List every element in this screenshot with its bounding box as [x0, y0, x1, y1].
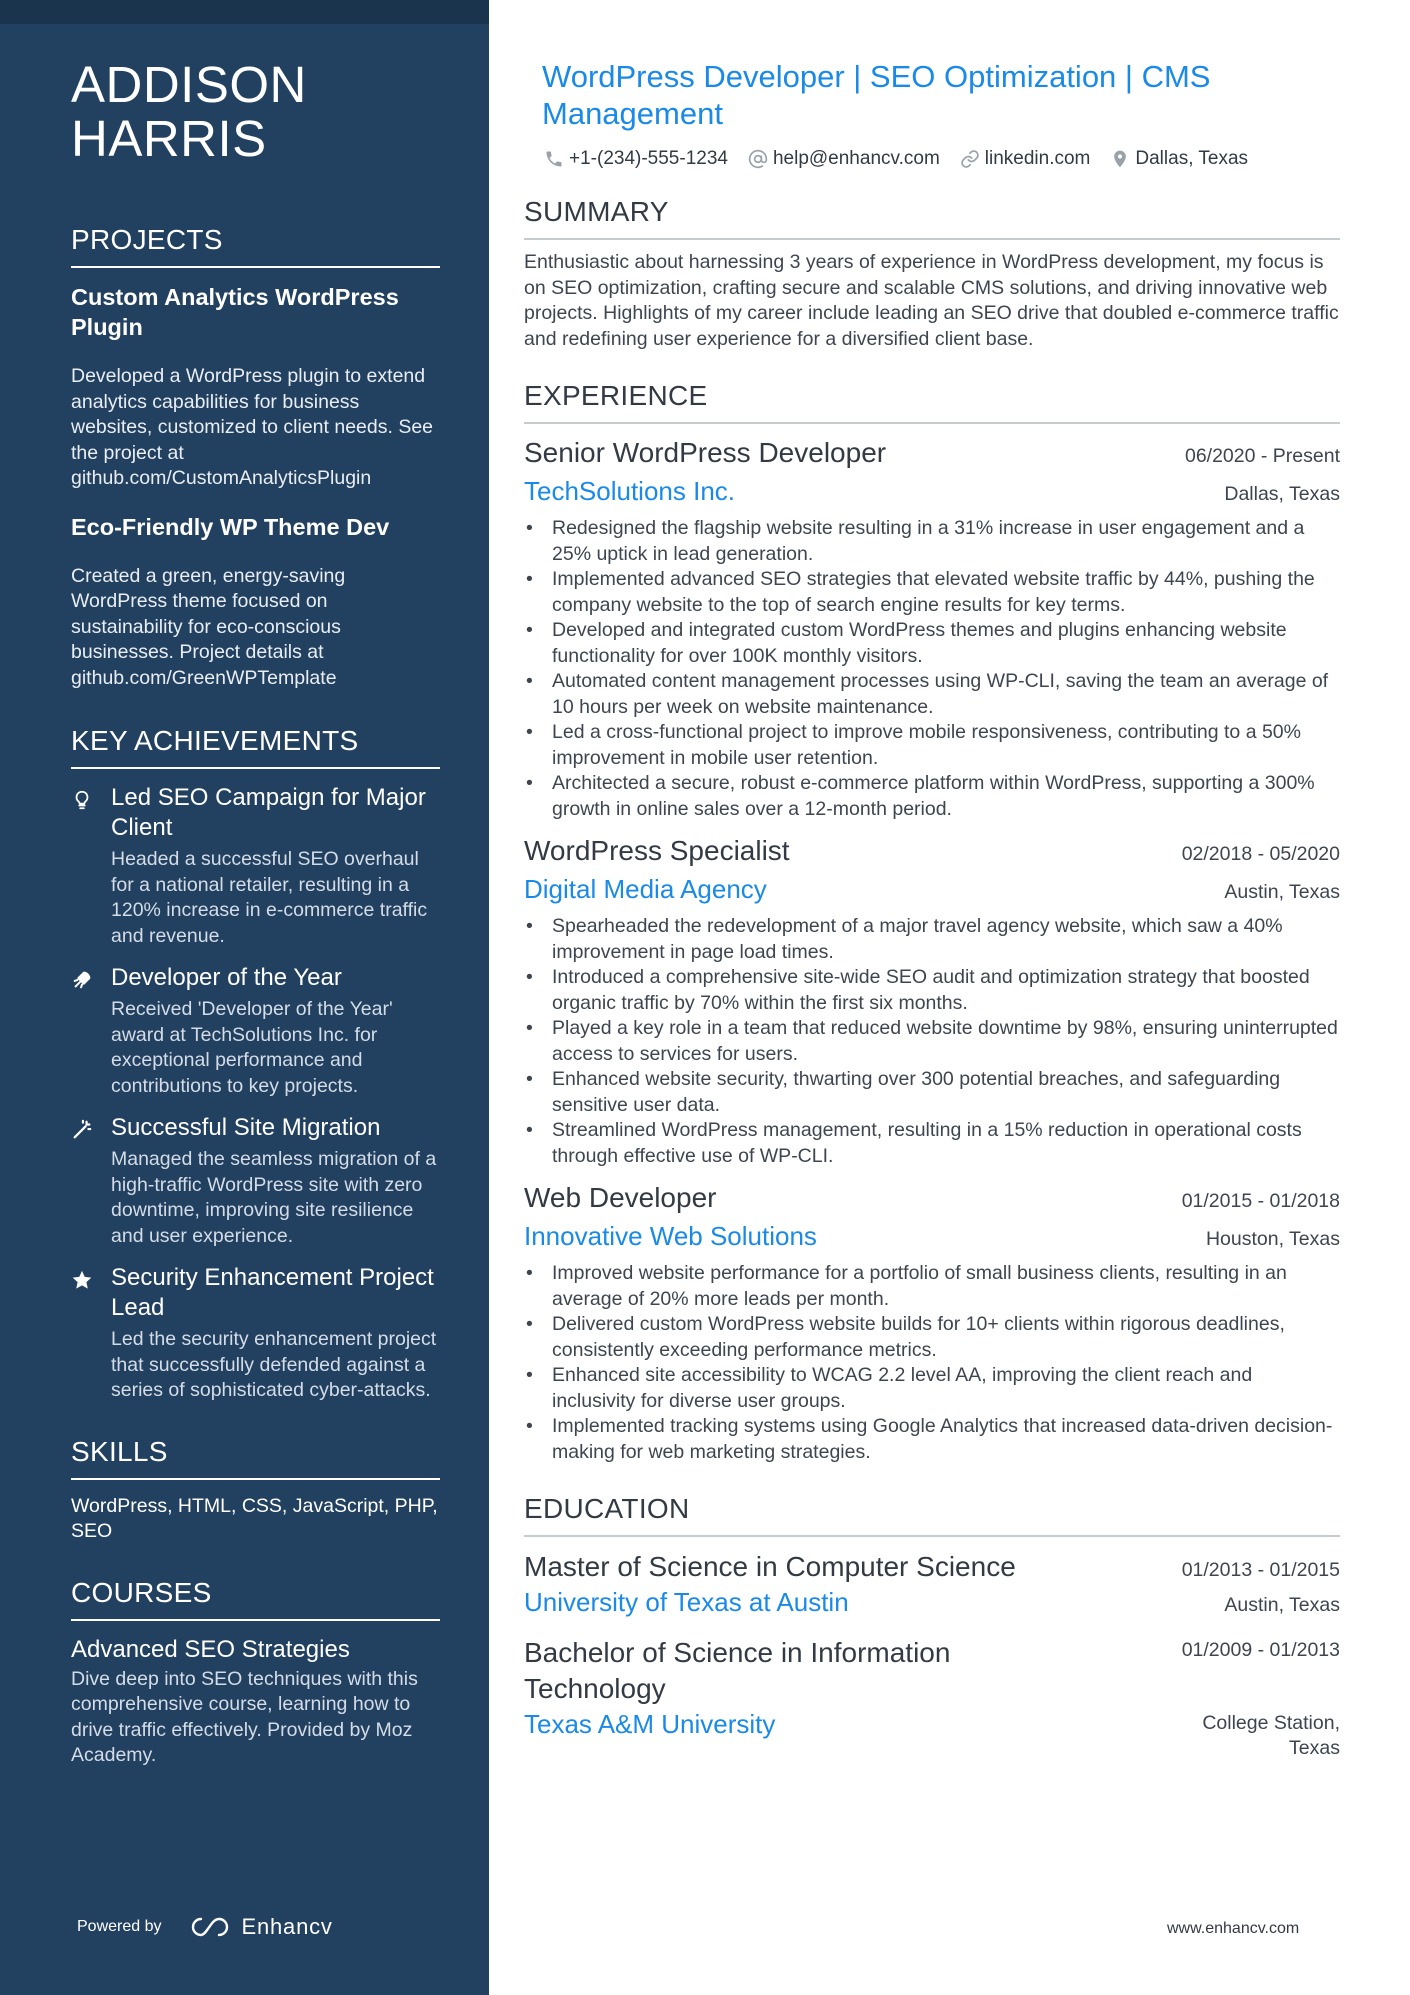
- company-name: TechSolutions Inc.: [524, 476, 736, 506]
- list-item: • Played a key role in a team that reduced website downtime by 98%, ensuring uninterrupted access to services for users.: [524, 1016, 1340, 1067]
- degree-title: Master of Science in Computer Science: [524, 1551, 1016, 1582]
- list-item: • Architected a secure, robust e-commerce platform within WordPress, supporting a 300% growth in online sales over a 12-month period.: [524, 771, 1340, 822]
- summary-heading: SUMMARY: [524, 196, 1340, 240]
- list-item: • Implemented tracking systems using Google Analytics that increased data-driven decision-making for web marketing strategies.: [524, 1414, 1340, 1465]
- course-description: Dive deep into SEO techniques with this comprehensive course, learning how to drive traffic effectively. Provided by Moz Academy.: [71, 1667, 418, 1766]
- achievement-title: Developer of the Year: [111, 964, 342, 991]
- project-item: [71, 512, 440, 692]
- magic-wand-icon: [71, 1113, 111, 1249]
- course-title: Advanced SEO Strategies: [71, 1635, 350, 1663]
- enhancv-logo-icon: [188, 1914, 232, 1940]
- list-item: • Implemented advanced SEO strategies that elevated website traffic by 44%, pushing the company website to the top of search engine results for key terms.: [524, 567, 1340, 618]
- achievements-heading: KEY ACHIEVEMENTS: [71, 725, 440, 769]
- experience-section: [524, 380, 1340, 1465]
- job-title: WordPress Specialist: [524, 835, 790, 866]
- contact-bar: [524, 148, 1340, 170]
- sidebar-content: [71, 58, 440, 1769]
- star-icon: [71, 1263, 111, 1404]
- job-dates: 02/2018 - 05/2020: [1181, 843, 1340, 865]
- at-sign-icon: [748, 149, 768, 169]
- list-item: • Redesigned the flagship website resulting in a 31% increase in user engagement and a 25% uptick in lead generation.: [524, 516, 1340, 567]
- achievement-title: Successful Site Migration: [111, 1114, 381, 1141]
- job-entry: [524, 436, 1340, 822]
- linkedin-url: linkedin.com: [984, 148, 1091, 169]
- location-text: Dallas, Texas: [1135, 148, 1249, 169]
- school-name: Texas A&M University: [524, 1709, 776, 1739]
- candidate-name: [71, 58, 440, 166]
- company-name: Digital Media Agency: [524, 874, 767, 904]
- job-title: Web Developer: [524, 1182, 717, 1213]
- list-item: • Automated content management processes using WP-CLI, saving the team an average of 10 hours per week on website maintenance.: [524, 669, 1340, 720]
- headline: WordPress Developer | SEO Optimization | CMS Management: [542, 59, 1211, 131]
- phone-number: +1-(234)-555-1234: [569, 148, 728, 169]
- brand-name: Enhancv: [241, 1914, 333, 1939]
- skills-list: WordPress, HTML, CSS, JavaScript, PHP, SEO: [71, 1494, 438, 1542]
- link-icon: [960, 149, 980, 169]
- job-location: Houston, Texas: [1205, 1228, 1340, 1250]
- projects-heading: PROJECTS: [71, 224, 440, 268]
- experience-heading: EXPERIENCE: [524, 380, 1340, 424]
- job-dates: 06/2020 - Present: [1184, 445, 1340, 467]
- location-pin-icon: [1110, 149, 1130, 169]
- project-item: [71, 282, 440, 492]
- achievement-description: Received 'Developer of the Year' award at TechSolutions Inc. for exceptional performance and contributions to key projects.: [111, 998, 393, 1097]
- list-item: • Streamlined WordPress management, resulting in a 15% reduction in operational costs through effective use of WP-CLI.: [524, 1118, 1340, 1169]
- job-title: Senior WordPress Developer: [524, 437, 887, 468]
- skills-heading: SKILLS: [71, 1436, 440, 1480]
- main-content: [524, 58, 1340, 1761]
- education-section: [524, 1493, 1340, 1761]
- job-entry: [524, 834, 1340, 1169]
- achievement-description: Managed the seamless migration of a high-traffic WordPress site with zero downtime, improving site resilience and user experience.: [111, 1148, 437, 1247]
- list-item: • Delivered custom WordPress website builds for 10+ clients within rigorous deadlines, consistently exceeding performance metrics.: [524, 1312, 1340, 1363]
- job-location: Dallas, Texas: [1224, 483, 1340, 505]
- education-heading: EDUCATION: [524, 1493, 1340, 1537]
- school-name: University of Texas at Austin: [524, 1587, 849, 1617]
- achievement-item: [71, 783, 440, 949]
- sidebar: [0, 0, 489, 1995]
- name-line-1: ADDISON: [71, 56, 307, 113]
- contact-email: [748, 148, 940, 170]
- degree-title: Bachelor of Science in Information Technology: [524, 1637, 951, 1704]
- name-line-2: HARRIS: [71, 110, 267, 167]
- list-item: • Enhanced site accessibility to WCAG 2.2 level AA, improving the client reach and inclusivity for diverse user groups.: [524, 1363, 1340, 1414]
- powered-by: [77, 1914, 333, 1940]
- list-item: • Developed and integrated custom WordPress themes and plugins enhancing website functionality for over 100K monthly visitors.: [524, 618, 1340, 669]
- courses-heading: COURSES: [71, 1577, 440, 1621]
- achievement-item: [71, 1113, 440, 1249]
- achievement-description: Headed a successful SEO overhaul for a national retailer, resulting in a 120% increase in e-commerce traffic and revenue.: [111, 848, 428, 947]
- project-description: Developed a WordPress plugin to extend analytics capabilities for business websites, customized to client needs. See the project at github.com/CustomAnalyticsPlugin: [71, 365, 434, 489]
- summary-section: [524, 196, 1340, 352]
- course-item: [71, 1635, 440, 1769]
- powered-by-label: Powered by: [77, 1918, 162, 1935]
- sidebar-top-bar: [0, 0, 489, 24]
- job-location: Austin, Texas: [1224, 881, 1340, 903]
- education-entry: [524, 1549, 1340, 1619]
- email-address: help@enhancv.com: [772, 148, 940, 169]
- education-entry: [524, 1635, 1340, 1761]
- job-entry: [524, 1181, 1340, 1465]
- list-item: • Enhanced website security, thwarting over 300 potential breaches, and safeguarding sensitive user data.: [524, 1067, 1340, 1118]
- contact-phone: [544, 148, 728, 170]
- job-bullets: [524, 914, 1340, 1169]
- footer-url: www.enhancv.com: [1167, 1920, 1300, 1937]
- achievement-item: [71, 1263, 440, 1404]
- school-location: College Station, Texas: [1202, 1712, 1340, 1759]
- phone-icon: [544, 149, 564, 169]
- achievement-title: Security Enhancement Project Lead: [111, 1264, 434, 1321]
- enhancv-logo: [188, 1914, 333, 1940]
- job-dates: 01/2015 - 01/2018: [1181, 1190, 1340, 1212]
- list-item: • Improved website performance for a portfolio of small business clients, resulting in an average of 20% more leads per month.: [524, 1261, 1340, 1312]
- rocket-icon: [71, 963, 111, 1099]
- project-description: Created a green, energy-saving WordPress theme focused on sustainability for eco-conscious businesses. Project details at github.com/GreenWPTemplate: [71, 564, 346, 689]
- education-dates: 01/2013 - 01/2015: [1181, 1559, 1340, 1581]
- contact-location: [1110, 148, 1248, 170]
- company-name: Innovative Web Solutions: [524, 1221, 817, 1251]
- job-bullets: [524, 516, 1340, 822]
- contact-linkedin: [960, 148, 1091, 170]
- achievement-description: Led the security enhancement project that successfully defended against a series of sophisticated cyber-attacks.: [111, 1328, 437, 1401]
- job-bullets: [524, 1261, 1340, 1465]
- education-dates: 01/2009 - 01/2013: [1181, 1639, 1340, 1661]
- achievement-title: Led SEO Campaign for Major Client: [111, 784, 426, 841]
- lightbulb-icon: [71, 783, 111, 949]
- list-item: • Spearheaded the redevelopment of a major travel agency website, which saw a 40% improvement in page load times.: [524, 914, 1340, 965]
- list-item: • Introduced a comprehensive site-wide SEO audit and optimization strategy that boosted organic traffic by 70% within the first six months.: [524, 965, 1340, 1016]
- school-location: Austin, Texas: [1224, 1594, 1340, 1616]
- list-item: • Led a cross-functional project to improve mobile responsiveness, contributing to a 50% improvement in mobile user retention.: [524, 720, 1340, 771]
- summary-text: Enthusiastic about harnessing 3 years of experience in WordPress development, my focus is on SEO optimization, crafting secure and scalable CMS solutions, and driving innovative web projects. Highlights of my career include leading an SEO drive that doubled e-commerce traffic and redefining user experience for a diversified client base.: [524, 251, 1339, 350]
- achievement-item: [71, 963, 440, 1099]
- project-title: Eco-Friendly WP Theme Dev: [71, 513, 390, 540]
- project-title: Custom Analytics WordPress Plugin: [71, 284, 399, 340]
